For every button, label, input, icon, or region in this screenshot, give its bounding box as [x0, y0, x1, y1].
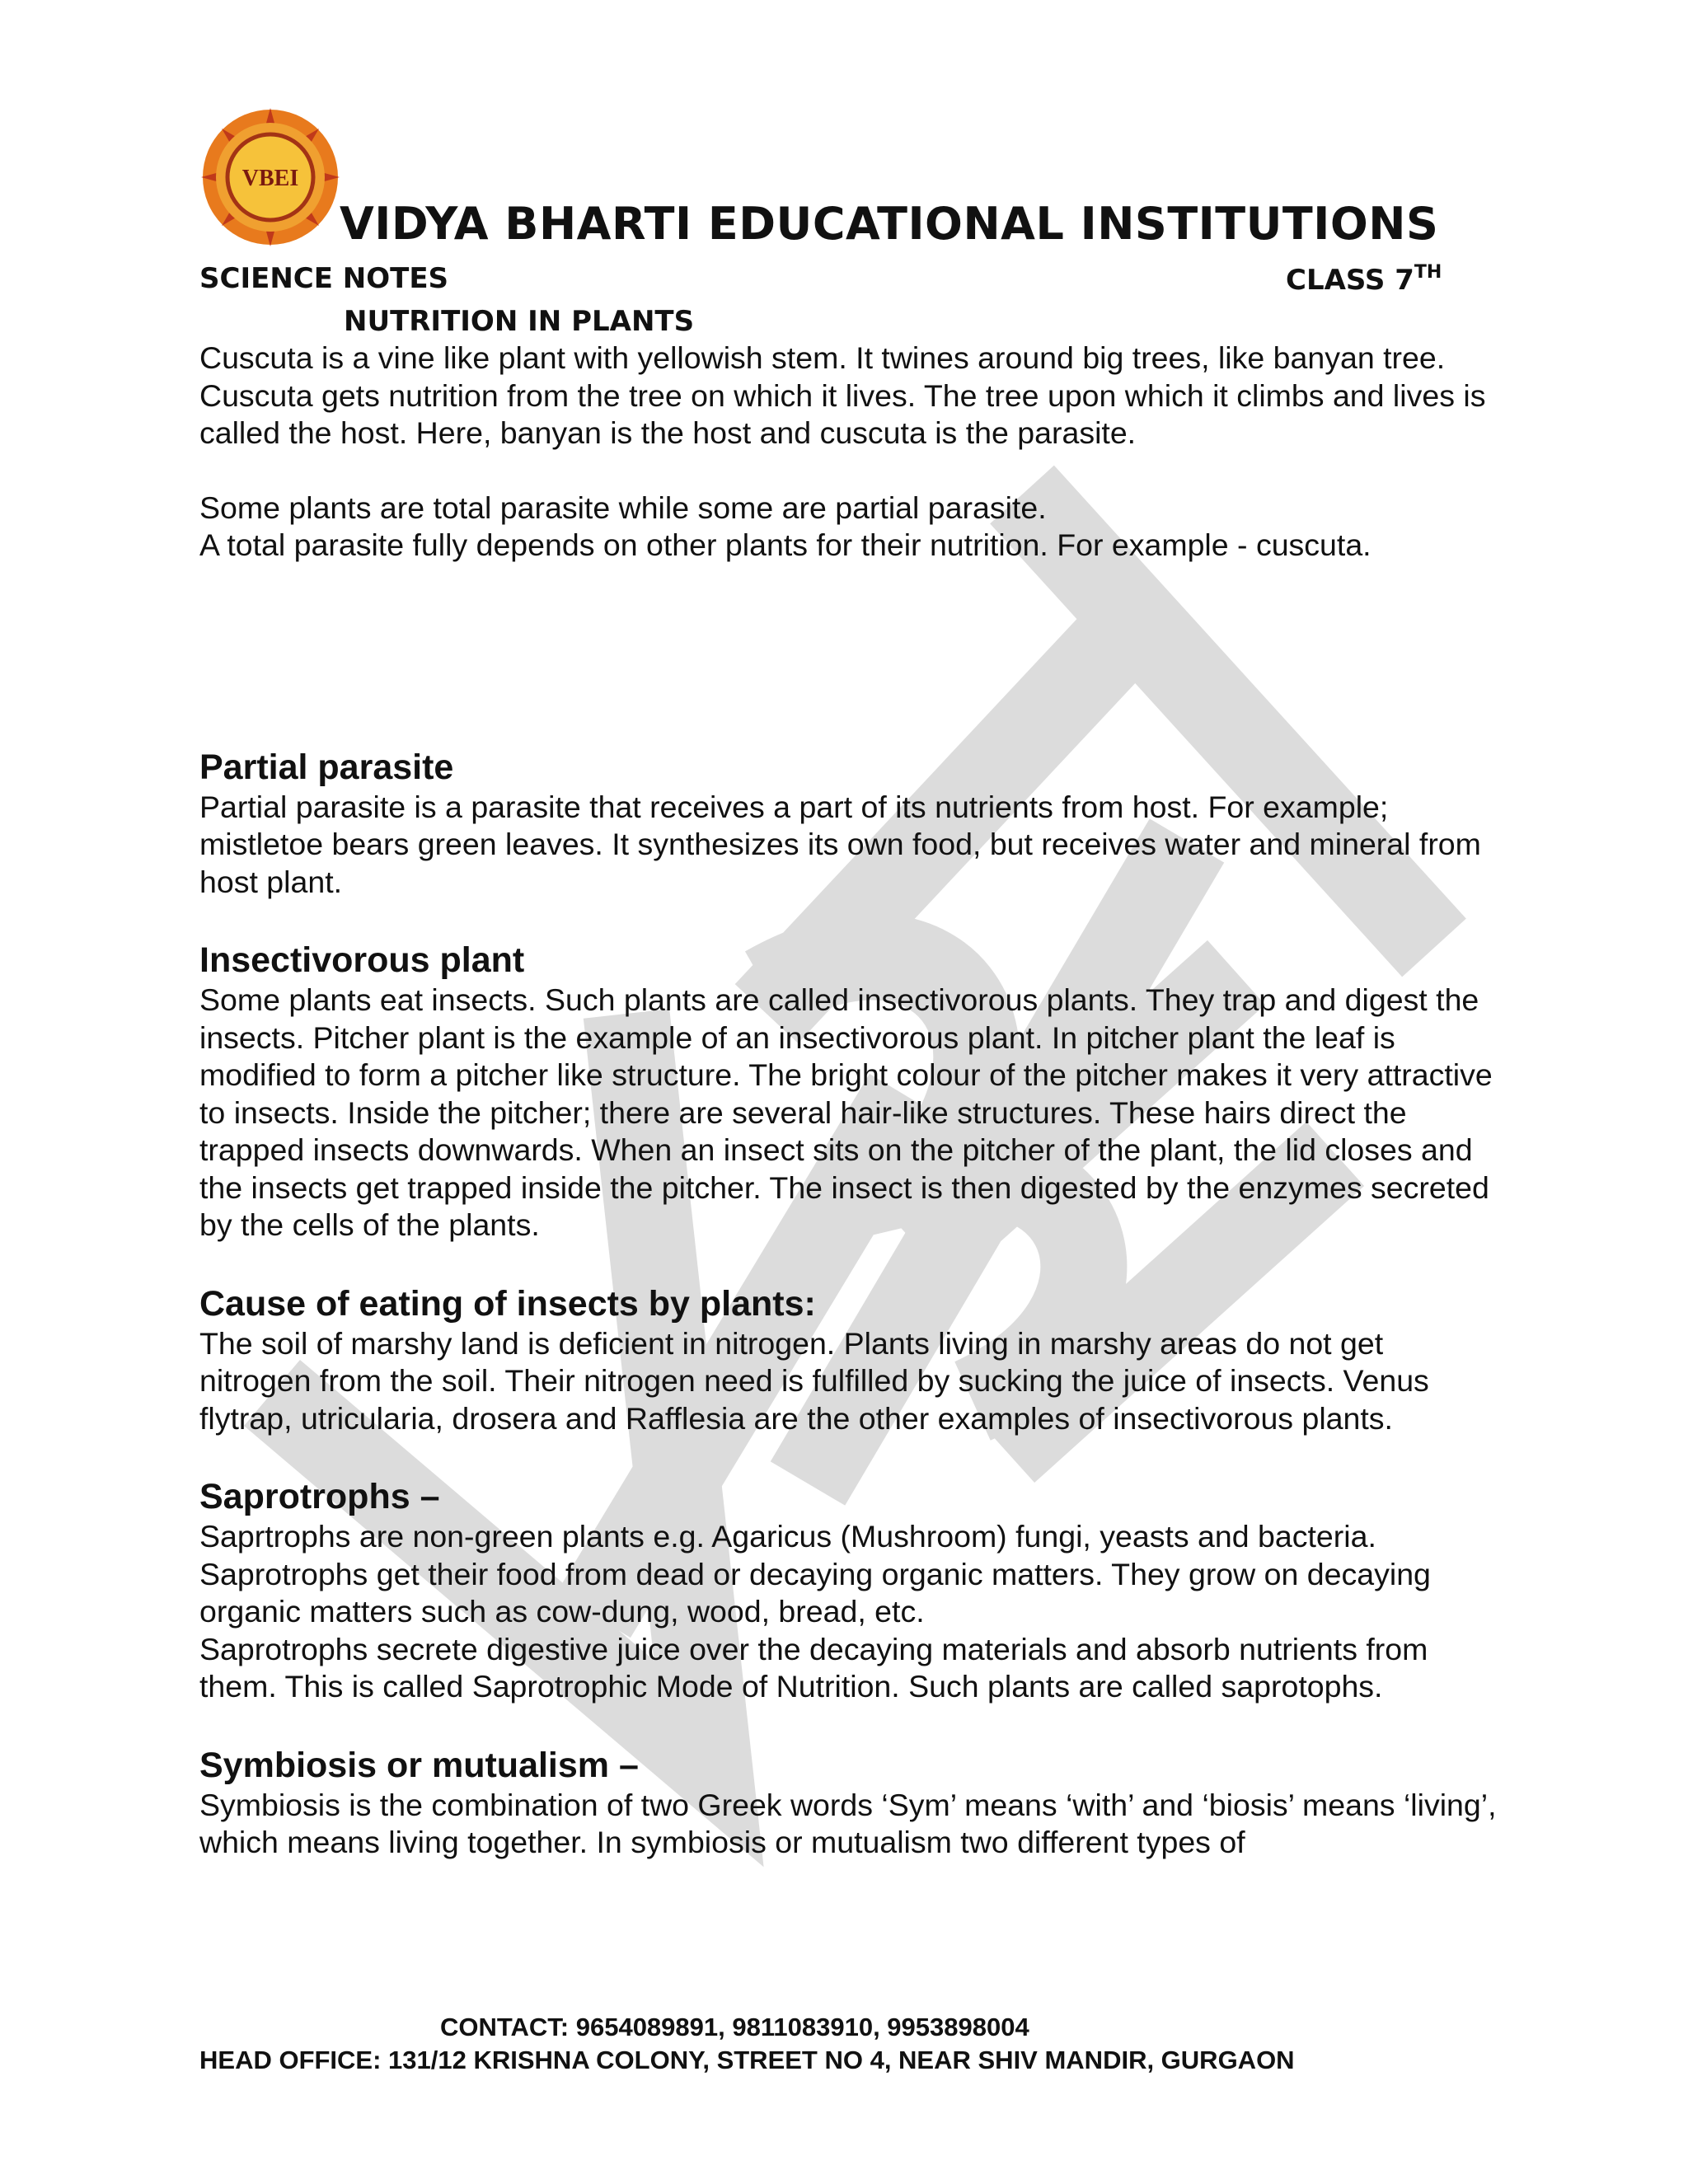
- class-text: CLASS 7: [1286, 264, 1414, 297]
- class-suffix: TH: [1414, 262, 1442, 283]
- subject-label: SCIENCE NOTES: [199, 262, 449, 295]
- footer-contact: CONTACT: 9654089891, 9811083910, 9953898004: [440, 2013, 1029, 2041]
- symbiosis-body: Symbiosis is the combination of two Greek words ‘Sym’ means ‘with’ and ‘biosis’ means ‘living’, which means living together. In symbiosis or mutualism two different types of: [199, 1787, 1497, 1859]
- notes-content: [199, 340, 1502, 1862]
- class-label: [1286, 262, 1442, 297]
- intro-paragraph: Cuscuta is a vine like plant with yellowish stem. It twines around big trees, like banyan tree. Cuscuta gets nutrition from the tree on which it lives. The tree upon which it climbs and lives is called the host. Here, banyan is the host and cuscuta is the parasite.: [199, 340, 1486, 450]
- heading-insectivorous-plant: Insectivorous plant: [199, 940, 525, 980]
- heading-cause-of-eating: Cause of eating of insects by plants:: [199, 1283, 816, 1324]
- footer-address: HEAD OFFICE: 131/12 KRISHNA COLONY, STREET NO 4, NEAR SHIV MANDIR, GURGAON: [199, 2046, 1295, 2074]
- parasite-types-line: Some plants are total parasite while some are partial parasite.: [199, 490, 1047, 525]
- heading-symbiosis: Symbiosis or mutualism –: [199, 1745, 639, 1785]
- logo-text: VBEI: [241, 166, 299, 191]
- partial-parasite-body: Partial parasite is a parasite that receives a part of its nutrients from host. For example; mistletoe bears green leaves. It synthesizes its own food, but receives water and mineral from host plant.: [199, 789, 1481, 899]
- saprotrophs-body-2: Saprotrophs secrete digestive juice over the decaying materials and absorb nutrients from them. This is called Saprotrophic Mode of Nutrition. Such plants are called saprotophs.: [199, 1631, 1428, 1704]
- vbei-logo: [200, 107, 340, 247]
- saprotrophs-body-1: Saprtrophs are non-green plants e.g. Agaricus (Mushroom) fungi, yeasts and bacteria. Saprotrophs get their food from dead or decaying organic matters. They grow on decaying organic matters such as cow-dung, wood, bread, etc.: [199, 1519, 1431, 1629]
- topic-title: NUTRITION IN PLANTS: [344, 305, 695, 338]
- heading-partial-parasite: Partial parasite: [199, 747, 454, 787]
- heading-saprotrophs: Saprotrophs –: [199, 1477, 440, 1516]
- insectivorous-plant-body: Some plants eat insects. Such plants are called insectivorous plants. They trap and digest the insects. Pitcher plant is the example of an insectivorous plant. In pitcher plant the leaf is modified to form a pitcher like structure. The bright colour of the pitcher makes it very attractive to insects. Inside the pitcher; there are several hair-like structures. These hairs direct the trapped insects downwards. When an insect sits on the pitcher of the plant, the lid closes and the insects get trapped inside the pitcher. The insect is then digested by the enzymes secreted by the cells of the plants.: [199, 982, 1493, 1242]
- page-footer: [199, 2011, 1518, 2077]
- total-parasite-line: A total parasite fully depends on other plants for their nutrition. For example - cuscuta.: [199, 527, 1372, 562]
- cause-of-eating-body: The soil of marshy land is deficient in nitrogen. Plants living in marshy areas do not get nitrogen from the soil. Their nitrogen need is fulfilled by sucking the juice of insects. Venus flytrap, utricularia, drosera and Rafflesia are the other examples of insectivorous plants.: [199, 1325, 1429, 1436]
- institution-name: VIDYA BHARTI EDUCATIONAL INSTITUTIONS: [340, 198, 1439, 250]
